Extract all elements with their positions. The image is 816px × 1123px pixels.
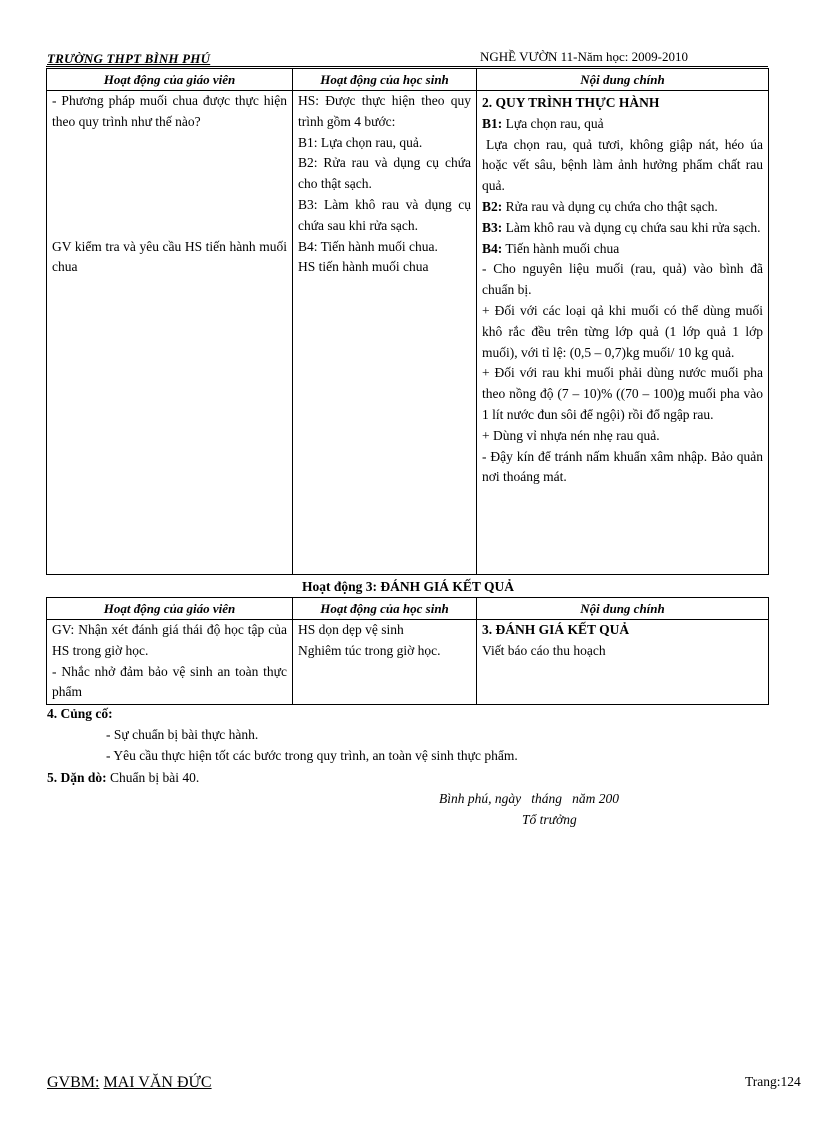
student-step-4: B4: Tiến hành muối chua. — [298, 238, 438, 254]
teacher-cell — [47, 91, 293, 575]
step-3-heading — [482, 218, 763, 239]
activity-3-heading — [0, 579, 816, 595]
signature-place-date: Bình phú, ngày tháng năm 200 — [439, 791, 619, 806]
course-year: NGHỀ VƯỜN 11-Năm học: 2009-2010 — [480, 49, 688, 64]
footer-teacher-prefix: GVBM: — [47, 1074, 100, 1091]
table-row — [47, 620, 769, 705]
teacher-instruction: GV kiểm tra và yêu cầu HS tiến hành muối chua — [52, 238, 287, 275]
teacher-reminder: - Nhắc nhở đảm bảo vệ sinh an toàn thực phẩm — [52, 663, 287, 700]
teacher-cell — [47, 620, 293, 705]
footer-page-number: Trang:124 — [745, 1074, 801, 1089]
col-header-student: Hoạt động của học sinh — [293, 69, 477, 91]
content-cell — [477, 91, 769, 575]
student-behavior: Nghiêm túc trong giờ học. — [298, 642, 441, 658]
step-2-label: B2: — [482, 198, 503, 214]
step-1-heading — [482, 114, 763, 135]
col-header-teacher: Hoạt động của giáo viên — [47, 598, 293, 620]
step-4-text: Tiến hành muối chua — [502, 240, 620, 256]
content-title: 3. ĐÁNH GIÁ KẾT QUẢ — [482, 622, 630, 637]
step-1-label: B1: — [482, 115, 503, 131]
content-cell — [477, 620, 769, 705]
student-practice: HS tiến hành muối chua — [298, 259, 429, 275]
col-header-student: Hoạt động của học sinh — [293, 598, 477, 620]
step-3-label: B3: — [482, 219, 503, 235]
footer-teacher-name: MAI VĂN ĐỨC — [103, 1074, 212, 1091]
activity-3-prefix: Hoạt động 3: — [301, 579, 381, 594]
homework-label: 5. Dặn dò: — [47, 770, 107, 785]
step-2-heading — [482, 197, 763, 218]
step-4-line-4: + Dùng vỉ nhựa nén nhẹ rau quả. — [482, 427, 660, 443]
evaluation-table — [46, 597, 769, 705]
step-4-label: B4: — [482, 240, 503, 256]
step-4-heading — [482, 239, 763, 260]
homework-text: Chuẩn bị bài 40. — [106, 770, 200, 785]
content-title: 2. QUY TRÌNH THỰC HÀNH — [482, 95, 660, 110]
consolidation-label: 4. Củng cố: — [47, 706, 113, 721]
step-4-line-3: + Đối với rau khi muối phải dùng nước muối pha theo nồng độ (7 – 10)% ((70 – 100)g muối pha vào 1 lít nước đun sôi để ngội) rồi đổ ngập rau. — [482, 365, 763, 422]
activity-3-title: ĐÁNH GIÁ KẾT QUẢ — [380, 579, 515, 594]
col-header-content: Nội dung chính — [477, 598, 769, 620]
consolidation-item-1: - Sự chuẩn bị bài thực hành. — [106, 727, 259, 742]
teacher-evaluation: GV: Nhận xét đánh giá thái độ học tập của HS trong giờ học. — [52, 622, 287, 658]
teacher-question: - Phương pháp muối chua được thực hiện theo quy trình như thế nào? — [52, 93, 287, 129]
student-step-1: B1: Lựa chọn rau, quả. — [298, 134, 423, 150]
step-4-line-5: - Đậy kín để tránh nấm khuẩn xâm nhập. Bảo quản nơi thoáng mát. — [482, 448, 763, 485]
col-header-teacher: Hoạt động của giáo viên — [47, 69, 293, 91]
step-3-text: Làm khô rau và dụng cụ chứa sau khi rửa sạch. — [502, 219, 761, 235]
student-cell — [293, 91, 477, 575]
step-1-text: Lựa chọn rau, quả — [502, 115, 604, 131]
student-step-3: B3: Làm khô rau và dụng cụ chứa sau khi rửa sạch. — [298, 196, 471, 233]
footer-teacher — [47, 1074, 212, 1092]
table-header-row — [47, 598, 769, 620]
school-name: TRƯỜNG THPT BÌNH PHÚ — [47, 51, 211, 66]
header-rule — [46, 66, 768, 67]
content-text: Viết báo cáo thu hoạch — [482, 642, 606, 658]
step-4-line-1: - Cho nguyên liệu muối (rau, quả) vào bình đã chuẩn bị. — [482, 261, 763, 298]
step-4-line-2: + Đối với các loại qả khi muối có thể dùng muối khô rắc đều trên từng lớp quả (1 lớp quả 1 lớp muối), với tỉ lệ: (0,5 – 0,7)kg muối/ 10 kg quả. — [482, 302, 763, 360]
student-cell — [293, 620, 477, 705]
table-row — [47, 91, 769, 575]
col-header-content: Nội dung chính — [477, 69, 769, 91]
table-header-row — [47, 69, 769, 91]
homework — [47, 770, 199, 786]
step-1-description: Lựa chọn rau, quả tươi, không giập nát, héo úa hoặc vết sâu, bệnh làm ảnh hưởng phẩm chất rau quả. — [482, 136, 763, 194]
step-2-text: Rửa rau và dụng cụ chứa cho thật sạch. — [502, 198, 718, 214]
student-step-2: B2: Rửa rau và dụng cụ chứa cho thật sạch. — [298, 155, 471, 192]
student-cleanup: HS dọn dẹp vệ sinh — [298, 622, 404, 637]
signature-role: Tổ trưởng — [522, 812, 577, 827]
consolidation-item-2: - Yêu cầu thực hiện tốt các bước trong quy trình, an toàn vệ sinh thực phẩm. — [106, 748, 518, 763]
student-answer: HS: Được thực hiện theo quy trình gồm 4 bước: — [298, 93, 471, 129]
practice-table — [46, 68, 769, 575]
